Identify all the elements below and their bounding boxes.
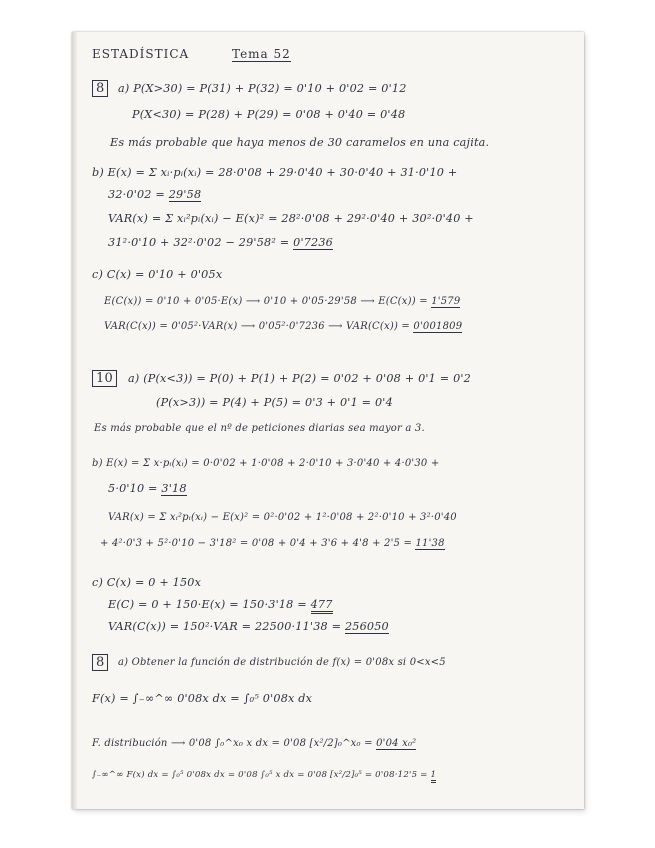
ex8-c-line3-text: VAR(C(x)) = 0'05²·VAR(x) ⟶ 0'05²·0'7236 ⟶ VAR(C(x)) = <box>104 321 411 332</box>
ex8-cost-variance: 0'001809 <box>413 321 463 332</box>
ex10-variance: 11'38 <box>415 538 445 549</box>
ex10-c-line3-text: VAR(C(x)) = 150²·VAR = 22500·11'38 = <box>108 620 342 633</box>
ex10-c-line1: c) C(x) = 0 + 150x <box>92 576 202 589</box>
ex10-b-line2-text: 5·0'10 = <box>108 482 158 495</box>
ex8b-line4-text: ∫₋∞^∞ F(x) dx = ∫₀⁵ 0'08x dx = 0'08 ∫₀⁵ x dx = 0'08 [x²/2]₀⁵ = 0'08·12'5 = <box>92 770 428 780</box>
ex10-expected-value: 3'18 <box>161 482 187 495</box>
ex10-b-line1: b) E(x) = Σ x·pᵢ(xᵢ) = 0·0'02 + 1·0'08 + 2·0'10 + 3·0'40 + 4·0'30 + <box>92 458 440 469</box>
ex10-c-line2-text: E(C) = 0 + 150·E(x) = 150·3'18 = <box>108 598 307 611</box>
ex8-b-line3: VAR(x) = Σ xᵢ²pᵢ(xᵢ) − E(x)² = 28²·0'08 + 29²·0'40 + 30²·0'40 + <box>108 212 474 225</box>
ex10-c-line3 <box>108 620 389 633</box>
ex8-cost-expected: 1'579 <box>431 296 461 307</box>
ex10-cost-expected: 477 <box>311 598 333 614</box>
ex10-c-line2 <box>108 598 333 611</box>
topic-title: Tema 52 <box>232 47 291 61</box>
exercise-number-8-continuous: 8 <box>92 654 108 671</box>
ex8-line-a2: P(X<30) = P(28) + P(29) = 0'08 + 0'40 = 0'48 <box>132 108 406 121</box>
ex8-c-line2-text: E(C(x)) = 0'10 + 0'05·E(x) ⟶ 0'10 + 0'05·29'58 ⟶ E(C(x)) = <box>104 296 428 307</box>
ex8-b-line2 <box>108 188 201 201</box>
ex8b-line4 <box>92 770 436 780</box>
ex8b-line3 <box>92 738 416 749</box>
ex8-line-a1: a) P(X>30) = P(31) + P(32) = 0'10 + 0'02 = 0'12 <box>118 82 407 95</box>
ex10-b-line4-text: + 4²·0'3 + 5²·0'10 − 3'18² = 0'08 + 0'4 + 3'6 + 4'8 + 2'5 = <box>100 538 413 549</box>
ex8-b-line1: b) E(x) = Σ xᵢ·pᵢ(xᵢ) = 28·0'08 + 29·0'40 + 30·0'40 + 31·0'10 + <box>92 166 458 179</box>
ex10-a-line2: (P(x>3)) = P(4) + P(5) = 0'3 + 0'1 = 0'4 <box>156 396 393 409</box>
ex10-conclusion: Es más probable que el nº de peticiones diarias sea mayor a 3. <box>94 423 425 434</box>
ex8b-distribution-function: 0'04 x₀² <box>376 738 417 749</box>
ex10-b-line4 <box>100 538 445 549</box>
ex8b-line2: F(x) = ∫₋∞^∞ 0'08x dx = ∫₀⁵ 0'08x dx <box>92 692 313 705</box>
ex8-b-line2-text: 32·0'02 = <box>108 188 165 201</box>
ex8-variance: 0'7236 <box>293 236 333 249</box>
ex10-b-line2 <box>108 482 187 495</box>
ex8-c-line3 <box>104 321 462 332</box>
ex8-c-line2 <box>104 296 460 307</box>
subject-title: ESTADÍSTICA <box>92 47 190 61</box>
ex10-a-line1: a) (P(x<3)) = P(0) + P(1) + P(2) = 0'02 + 0'08 + 0'1 = 0'2 <box>128 372 471 385</box>
ex8-conclusion: Es más probable que haya menos de 30 caramelos en una cajita. <box>110 136 490 149</box>
ex8-c-line1: c) C(x) = 0'10 + 0'05x <box>92 268 223 281</box>
ex8-b-line4 <box>108 236 333 249</box>
handwritten-page <box>72 32 584 809</box>
ex8b-line3-text: F. distribución ⟶ 0'08 ∫₀^x₀ x dx = 0'08 [x²/2]₀^x₀ = <box>92 738 373 749</box>
ex10-b-line3: VAR(x) = Σ xᵢ²pᵢ(xᵢ) − E(x)² = 0²·0'02 + 1²·0'08 + 2²·0'10 + 3²·0'40 <box>108 512 457 523</box>
ex8-b-line4-text: 31²·0'10 + 32²·0'02 − 29'58² = <box>108 236 290 249</box>
exercise-number-10: 10 <box>92 370 117 387</box>
exercise-number-8: 8 <box>92 80 108 97</box>
ex8-expected-value: 29'58 <box>168 188 202 201</box>
ex8b-line1: a) Obtener la función de distribución de f(x) = 0'08x si 0<x<5 <box>118 657 446 668</box>
ex10-cost-variance: 256050 <box>344 620 389 633</box>
ex8b-integral-result: 1 <box>431 770 437 783</box>
